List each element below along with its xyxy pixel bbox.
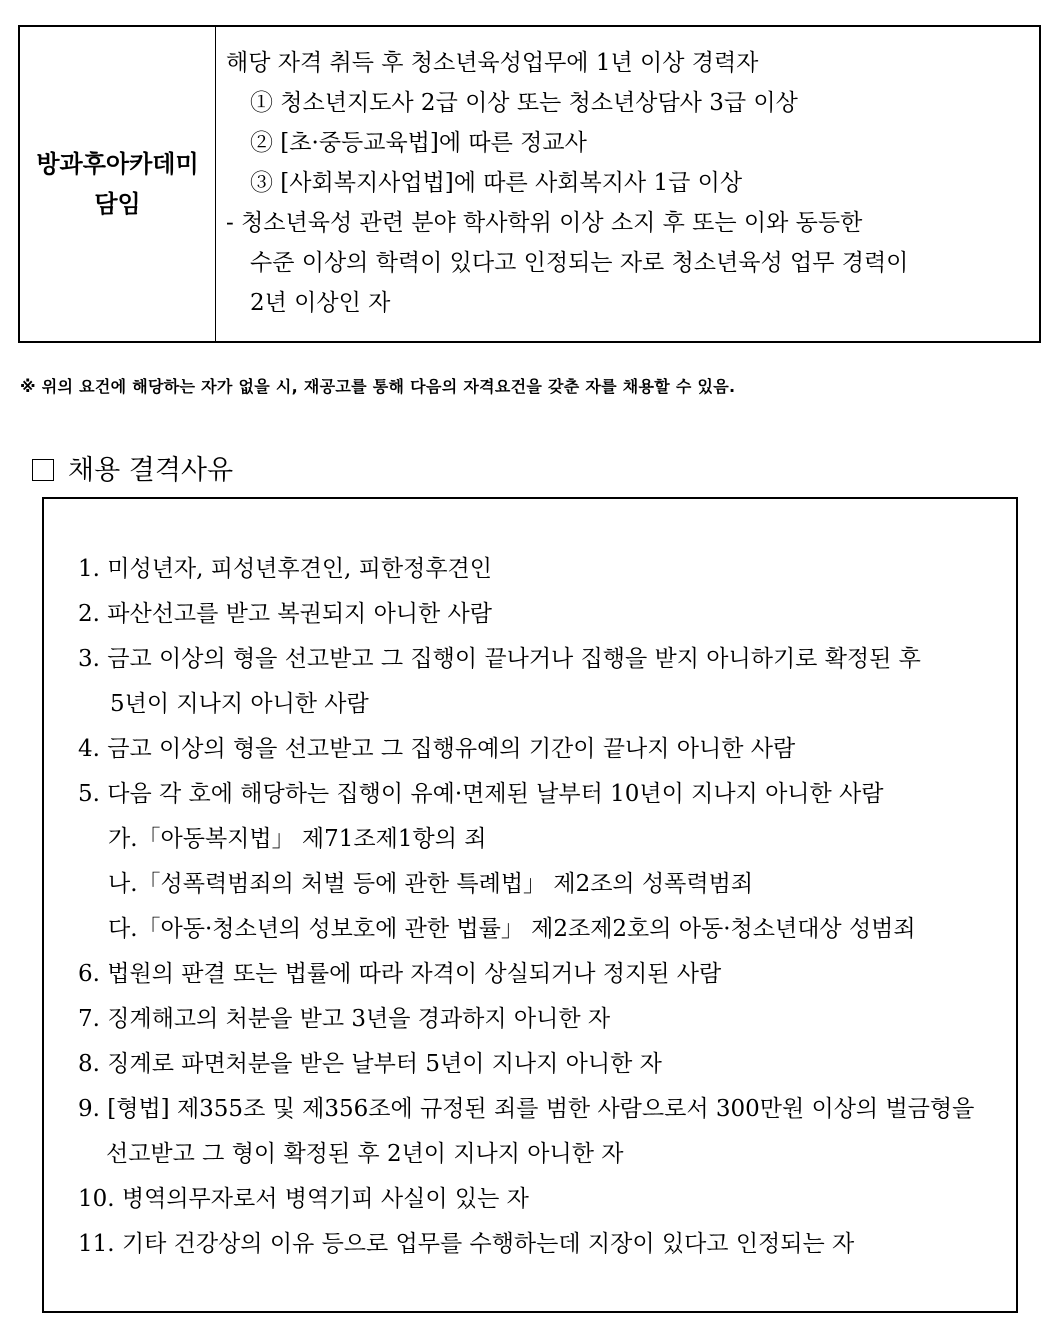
requirement-line: ① 청소년지도사 2급 이상 또는 청소년상담사 3급 이상 [250, 90, 798, 116]
role-title: 방과후아카데미 [36, 150, 199, 178]
list-item: 5년이 지나지 아니한 사람 [110, 691, 369, 717]
requirement-line: ② [초·중등교육법]에 따른 정교사 [250, 130, 587, 156]
requirement-line: 2년 이상인 자 [250, 290, 391, 316]
requirements-cell [216, 27, 1039, 341]
section-heading [32, 448, 233, 487]
list-item: 7. 징계해고의 처분을 받고 3년을 경과하지 아니한 자 [78, 1006, 611, 1032]
note-text: ※ 위의 요건에 해당하는 자가 없을 시, 재공고를 통해 다음의 자격요건을 갖춘 자를 채용할 수 있음. [20, 377, 736, 396]
list-item: 3. 금고 이상의 형을 선고받고 그 집행이 끝나거나 집행을 받지 아니하기로 확정된 후 [78, 646, 921, 672]
section-title: 채용 결격사유 [68, 455, 234, 486]
list-item: 11. 기타 건강상의 이유 등으로 업무를 수행하는데 지장이 있다고 인정되는 자 [78, 1231, 855, 1257]
requirement-line: 해당 자격 취득 후 청소년육성업무에 1년 이상 경력자 [226, 50, 759, 76]
list-item: 10. 병역의무자로서 병역기피 사실이 있는 자 [78, 1186, 529, 1212]
role-subtitle: 담임 [94, 190, 141, 218]
requirement-line: ③ [사회복지사업법]에 따른 사회복지사 1급 이상 [250, 170, 743, 196]
list-item: 8. 징계로 파면처분을 받은 날부터 5년이 지나지 아니한 자 [78, 1051, 662, 1077]
requirement-line: - 청소년육성 관련 분야 학사학위 이상 소지 후 또는 이와 동등한 [226, 210, 863, 236]
list-item: 1. 미성년자, 피성년후견인, 피한정후견인 [78, 556, 492, 582]
list-item: 가.「아동복지법」 제71조제1항의 죄 [108, 826, 487, 852]
list-item: 다.「아동·청소년의 성보호에 관한 법률」 제2조제2호의 아동·청소년대상 성범죄 [108, 916, 916, 942]
checkbox-square-icon [32, 459, 54, 481]
list-item: 6. 법원의 판결 또는 법률에 따라 자격이 상실되거나 정지된 사람 [78, 961, 722, 987]
list-item: 5. 다음 각 호에 해당하는 집행이 유예·면제된 날부터 10년이 지나지 아니한 사람 [78, 781, 884, 807]
list-item: 4. 금고 이상의 형을 선고받고 그 집행유예의 기간이 끝나지 아니한 사람 [78, 736, 796, 762]
list-item: 2. 파산선고를 받고 복권되지 아니한 사람 [78, 601, 492, 627]
disqualification-box [42, 497, 1018, 1313]
requirements-table [18, 25, 1041, 343]
list-item: 9. [형법] 제355조 및 제356조에 규정된 죄를 범한 사람으로서 300만원 이상의 벌금형을 [78, 1096, 975, 1122]
requirement-line: 수준 이상의 학력이 있다고 인정되는 자로 청소년육성 업무 경력이 [250, 250, 909, 276]
list-item: 선고받고 그 형이 확정된 후 2년이 지나지 아니한 자 [106, 1141, 624, 1167]
role-cell [20, 27, 216, 341]
list-item: 나.「성폭력범죄의 처벌 등에 관한 특례법」 제2조의 성폭력범죄 [108, 871, 754, 897]
